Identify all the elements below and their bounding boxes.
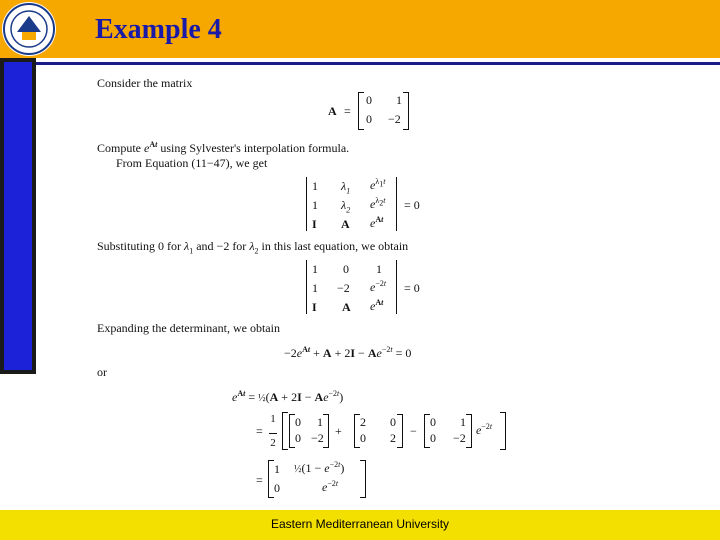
result-cell: $e^{-2t}$ xyxy=(322,479,339,494)
compute-text: Compute $e^{At}$ using Sylvester's interpolation formula. xyxy=(97,140,350,155)
det1-cell: $e^{At}$ xyxy=(370,215,384,230)
matrix-cell: 0 xyxy=(295,431,301,445)
matrix-cell: 0 xyxy=(430,415,436,429)
result-line-1: $e^{At}$ = ½(A + $2I - Ae^{-2t}$) xyxy=(232,389,344,404)
sidebar-accent xyxy=(0,58,36,374)
matrix-cell: 0 xyxy=(295,415,301,429)
det2-cell: −2 xyxy=(337,281,350,295)
matrix-cell: 1 xyxy=(317,415,323,429)
det1-cell: 1 xyxy=(312,198,318,212)
equals-sign: = xyxy=(344,104,351,118)
outer-bracket-left xyxy=(282,412,288,450)
matrix-cell: 0 xyxy=(390,415,396,429)
result-cell: ½(1 − $e^{-2t}$) xyxy=(294,460,345,475)
det1-cell: A xyxy=(341,217,350,231)
matrix-cell: 1 xyxy=(460,415,466,429)
exp-factor: $e^{-2t}$ xyxy=(476,422,493,437)
matrix-a-cell: −2 xyxy=(388,112,401,126)
slide-title: Example 4 xyxy=(95,14,222,45)
outer-bracket-right xyxy=(500,412,506,450)
matrix-bracket-right xyxy=(466,414,472,448)
result-cell: 1 xyxy=(274,462,280,476)
substituting-text: Substituting 0 for $\lambda_1$ and −2 for $\lambda_2$ in this last equation, we obtain xyxy=(97,239,409,256)
matrix-cell: −2 xyxy=(311,431,324,445)
determinant-bar-right xyxy=(396,260,397,314)
equals-sign: = xyxy=(256,473,263,487)
det2-cell: I xyxy=(312,300,317,314)
det1-cell: I xyxy=(312,217,317,231)
matrix-cell: 2 xyxy=(390,431,396,445)
intro-text: Consider the matrix xyxy=(97,76,193,90)
det2-cell: 1 xyxy=(312,262,318,276)
det1-equals-zero: = 0 xyxy=(404,198,420,212)
matrix-bracket-right xyxy=(403,92,409,130)
matrix-cell: 0 xyxy=(430,431,436,445)
plus-sign: + xyxy=(335,424,342,438)
matrix-bracket-left xyxy=(358,92,364,130)
matrix-a-label: A xyxy=(328,104,337,118)
det2-cell: $e^{-2t}$ xyxy=(370,279,387,294)
det2-cell: 0 xyxy=(343,262,349,276)
matrix-bracket-right xyxy=(323,414,329,448)
determinant-bar-left xyxy=(306,260,307,314)
fraction-half: 1 2 xyxy=(270,413,276,449)
det1-cell: $e^{\lambda_1t}$ xyxy=(370,177,386,192)
expanded-equation: $-2e^{At} + A + 2I - Ae^{-2t} = 0$ xyxy=(284,345,412,360)
det2-equals-zero: = 0 xyxy=(404,281,420,295)
from-equation-text: From Equation (11−47), we get xyxy=(116,156,268,170)
det1-cell: $\lambda_2$ xyxy=(341,198,351,215)
matrix-a-cell: 0 xyxy=(366,112,372,126)
or-text: or xyxy=(97,365,107,379)
matrix-cell: 0 xyxy=(360,431,366,445)
det1-cell: $e^{\lambda_2t}$ xyxy=(370,196,386,211)
matrix-cell: 2 xyxy=(360,415,366,429)
det2-cell: $e^{At}$ xyxy=(370,298,384,313)
expanding-text: Expanding the determinant, we obtain xyxy=(97,321,280,335)
equals-sign: = xyxy=(256,424,263,438)
det1-cell: 1 xyxy=(312,179,318,193)
matrix-bracket-right xyxy=(360,460,366,498)
determinant-bar-left xyxy=(306,177,307,231)
matrix-bracket-right xyxy=(397,414,403,448)
det2-cell: A xyxy=(342,300,351,314)
det1-cell: $\lambda_1$ xyxy=(341,179,351,196)
det2-cell: 1 xyxy=(376,262,382,276)
matrix-a-cell: 1 xyxy=(396,93,402,107)
matrix-cell: −2 xyxy=(453,431,466,445)
footer-text: Eastern Mediterranean University xyxy=(270,517,450,531)
det2-cell: 1 xyxy=(312,281,318,295)
result-cell: 0 xyxy=(274,481,280,495)
university-logo xyxy=(2,2,56,56)
minus-sign: − xyxy=(410,424,417,438)
matrix-a-cell: 0 xyxy=(366,93,372,107)
determinant-bar-right xyxy=(396,177,397,231)
title-rule xyxy=(36,62,720,65)
